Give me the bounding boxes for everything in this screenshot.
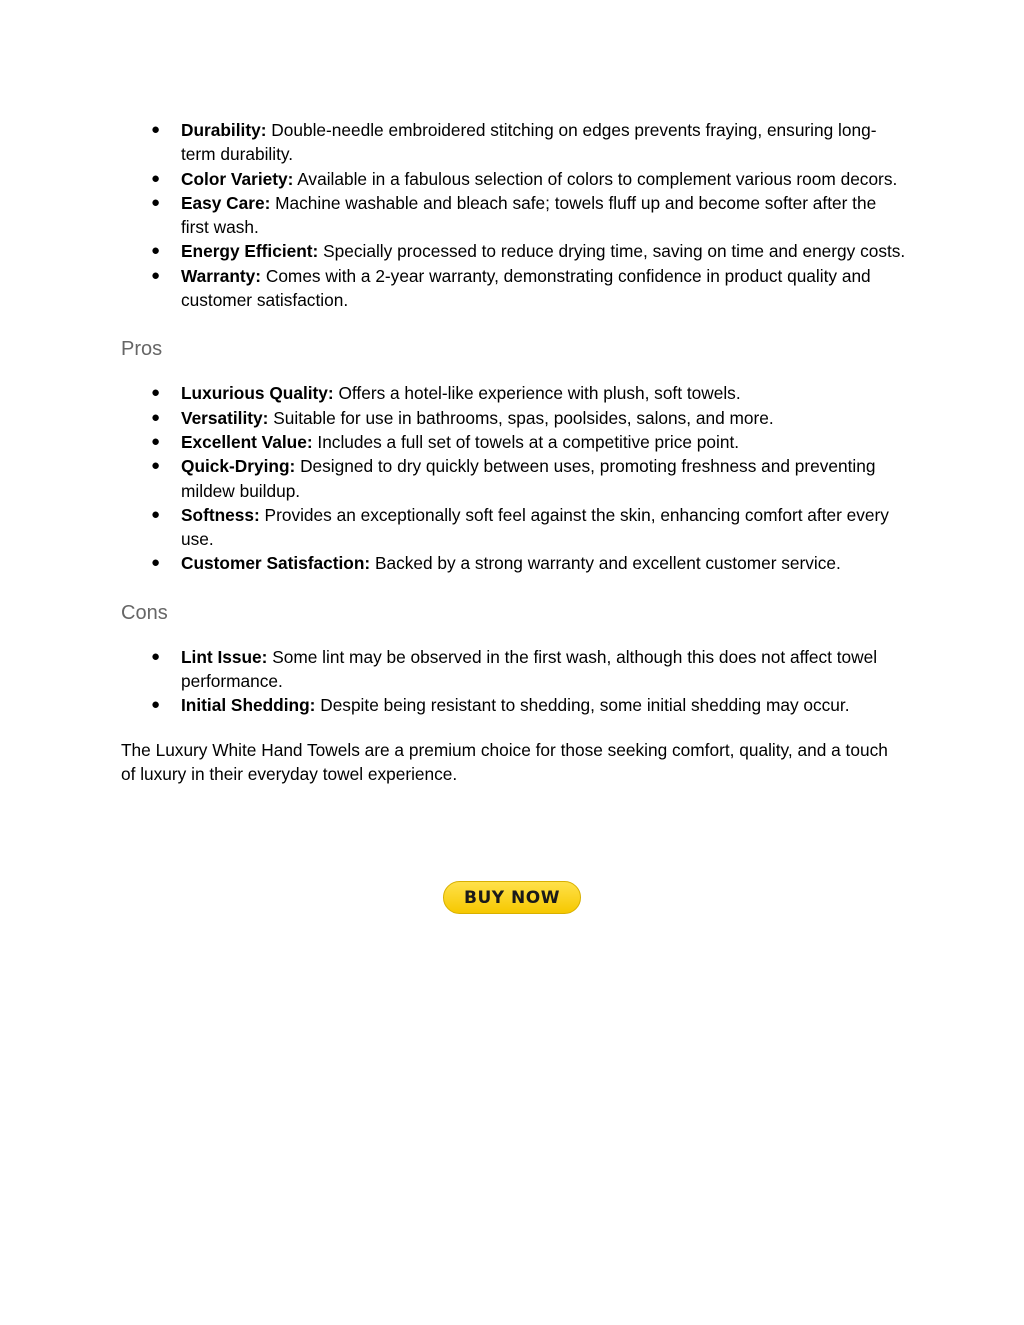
item-description: Offers a hotel-like experience with plush, soft towels. [333, 383, 741, 404]
item-description: Specially processed to reduce drying time, saving on time and energy costs. [318, 241, 906, 262]
list-item [121, 551, 906, 575]
list-item [121, 645, 906, 694]
list-item [121, 167, 906, 191]
item-description: Available in a fabulous selection of colors to complement various room decors. [293, 168, 898, 189]
pros-list [121, 381, 906, 575]
item-description: Comes with a 2-year warranty, demonstrating confidence in product quality and customer satisfaction. [181, 265, 871, 311]
list-item [121, 454, 906, 503]
item-description: Provides an exceptionally soft feel against the skin, enhancing comfort after every use. [181, 504, 889, 550]
item-description: Some lint may be observed in the first wash, although this does not affect towel performance. [181, 646, 878, 692]
list-item [121, 191, 906, 240]
bullet-icon: ● [151, 266, 161, 284]
list-item [121, 503, 906, 552]
item-term: Energy Efficient: [181, 241, 319, 262]
item-term: Durability: [181, 120, 267, 140]
bullet-icon: ● [151, 647, 161, 665]
item-description: Despite being resistant to shedding, some initial shedding may occur. [315, 695, 850, 716]
list-item [121, 239, 906, 263]
item-term: Customer Satisfaction: [181, 553, 371, 574]
buy-now-button[interactable]: BUY NOW [443, 881, 581, 914]
item-term: Softness: [181, 504, 260, 525]
cons-heading: Cons [121, 601, 168, 624]
item-term: Initial Shedding: [181, 695, 316, 716]
item-term: Color Variety: [181, 168, 294, 189]
item-term: Easy Care: [181, 192, 271, 213]
item-description: Backed by a strong warranty and excellent customer service. [370, 553, 841, 574]
item-description: Double-needle embroidered stitching on edges prevents fraying, ensuring long-term durability. [181, 120, 877, 165]
bullet-icon: ● [151, 242, 161, 260]
list-item [121, 430, 906, 454]
list-item [121, 381, 906, 405]
item-description: Designed to dry quickly between uses, promoting freshness and preventing mildew buildup. [181, 456, 876, 501]
list-item [121, 264, 906, 313]
bullet-icon: ● [151, 696, 161, 714]
item-term: Versatility: [181, 407, 269, 428]
item-description: Includes a full set of towels at a competitive price point. [312, 431, 740, 452]
bullet-icon: ● [151, 554, 161, 572]
list-item [121, 693, 906, 717]
bullet-icon: ● [151, 408, 161, 426]
bullet-icon: ● [151, 169, 161, 187]
cons-list [121, 645, 906, 718]
bullet-icon: ● [151, 505, 161, 523]
item-description: Machine washable and bleach safe; towels fluff up and become softer after the first wash. [181, 192, 877, 238]
bullet-icon: ● [151, 121, 161, 138]
bullet-icon: ● [151, 432, 161, 450]
bullet-icon: ● [151, 457, 161, 475]
item-term: Lint Issue: [181, 646, 268, 667]
bullet-icon: ● [151, 193, 161, 211]
item-description: Suitable for use in bathrooms, spas, poolsides, salons, and more. [268, 407, 774, 428]
list-item [121, 118, 906, 167]
item-term: Warranty: [181, 265, 262, 286]
bullet-icon: ● [151, 384, 161, 402]
item-term: Quick-Drying: [181, 456, 296, 477]
item-term: Luxurious Quality: [181, 383, 334, 404]
pros-heading: Pros [121, 338, 163, 361]
list-item [121, 406, 906, 430]
document-page [121, 118, 906, 786]
buy-now-container [443, 881, 581, 914]
item-term: Excellent Value: [181, 431, 313, 452]
features-list [121, 118, 906, 312]
summary-paragraph: The Luxury White Hand Towels are a premium choice for those seeking comfort, quality, and a touch of luxury in their everyday towel experience. [121, 739, 888, 784]
